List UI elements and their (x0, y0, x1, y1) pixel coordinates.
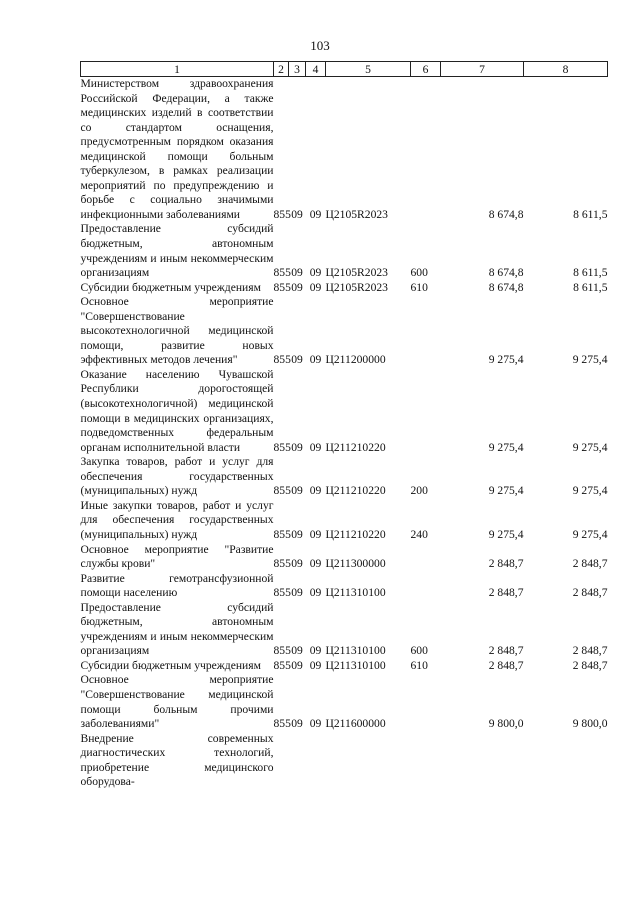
table-row (81, 455, 608, 499)
amount-year-1: 9 275,4 (488, 527, 524, 541)
amount-year-2 (524, 732, 608, 790)
table-row (81, 77, 608, 223)
section-code: 09 (291, 586, 303, 600)
row-description: Закупка товаров, работ и услуг для обеспечения государственных (муниципальных) нужд (80, 455, 274, 498)
target-article: Ц211210220 (325, 440, 386, 454)
expense-type (411, 572, 441, 601)
subsection-code: 09 (309, 266, 322, 280)
amount-year-2: 2 848,7 (572, 644, 608, 658)
expense-type (411, 295, 441, 368)
amount-year-1: 8 674,8 (488, 207, 524, 221)
section-code: 09 (291, 527, 303, 541)
section-code: 09 (291, 644, 303, 658)
row-description: Основное мероприятие "Совершенствование медицинской помощи больным прочими заболеваниями" (80, 673, 274, 731)
ministry-code: 855 (273, 266, 291, 280)
section-code: 09 (291, 484, 303, 498)
target-article: Ц211310100 (325, 586, 386, 600)
row-description: Предоставление субсидий бюджетным, автономным учреждениям и иным некоммерческим организациям (80, 600, 274, 658)
amount-year-2: 9 275,4 (572, 353, 608, 367)
section-code: 09 (291, 658, 303, 672)
subsection-code: 09 (309, 658, 322, 672)
expense-type: 600 (410, 266, 428, 280)
subsection-code: 09 (309, 717, 322, 731)
header-cell: 7 (441, 62, 524, 77)
subsection-code: 09 (309, 440, 322, 454)
expense-type: 610 (410, 280, 428, 294)
section-code: 09 (291, 280, 303, 294)
amount-year-1 (441, 732, 524, 790)
section-code (289, 732, 306, 790)
amount-year-2: 9 800,0 (572, 717, 608, 731)
amount-year-2: 2 848,7 (572, 658, 608, 672)
ministry-code: 855 (273, 280, 291, 294)
table-row (81, 295, 608, 368)
header-cell: 3 (289, 62, 306, 77)
ministry-code: 855 (273, 644, 291, 658)
target-article: Ц2105R2023 (325, 207, 388, 221)
expense-type (411, 77, 441, 223)
ministry-code: 855 (273, 484, 291, 498)
subsection-code: 09 (309, 557, 322, 571)
ministry-code: 855 (273, 527, 291, 541)
section-code: 09 (291, 440, 303, 454)
target-article: Ц211200000 (325, 353, 386, 367)
table-row (81, 732, 608, 790)
row-description: Субсидии бюджетным учреждениям (80, 280, 261, 294)
target-article: Ц2105R2023 (325, 266, 388, 280)
amount-year-1: 9 275,4 (488, 353, 524, 367)
subsection-code: 09 (309, 586, 322, 600)
row-description: Иные закупки товаров, работ и услуг для обеспечения государственных (муниципальных) нужд (80, 498, 274, 541)
page-number: 103 (310, 38, 330, 53)
row-description: Предоставление субсидий бюджетным, автономным учреждениям и иным некоммерческим организациям (80, 222, 274, 280)
subsection-code (306, 732, 326, 790)
ministry-code: 855 (273, 586, 291, 600)
expense-type (411, 673, 441, 731)
row-description: Министерством здравоохранения Российской Федерации, а также медицинских изделий в соответствии со стандартом оснащения, предусмотренным порядком оказания медицинской помощи больным туберкулезом, в рамках реализации мероприятий по предупреждению и борьбе с социально значимыми инфекционными заболеваниями (80, 77, 274, 221)
amount-year-2: 9 275,4 (572, 527, 608, 541)
amount-year-1: 2 848,7 (488, 644, 524, 658)
header-cell: 6 (411, 62, 441, 77)
amount-year-1: 9 275,4 (488, 440, 524, 454)
amount-year-2: 8 611,5 (573, 280, 608, 294)
expense-type: 240 (410, 527, 428, 541)
budget-table (80, 61, 608, 790)
row-description: Основное мероприятие "Совершенствование высокотехнологичной медицинской помощи, развитие новых эффективных методов лечения" (80, 295, 274, 367)
ministry-code: 855 (273, 353, 291, 367)
header-cell: 8 (524, 62, 608, 77)
amount-year-1: 2 848,7 (488, 586, 524, 600)
ministry-code: 855 (273, 440, 291, 454)
subsection-code: 09 (309, 280, 322, 294)
subsection-code: 09 (309, 644, 322, 658)
expense-type: 610 (410, 658, 428, 672)
amount-year-1: 2 848,7 (488, 557, 524, 571)
subsection-code: 09 (309, 484, 322, 498)
table-row (81, 673, 608, 731)
table-row (81, 572, 608, 601)
header-cell: 2 (274, 62, 289, 77)
amount-year-2: 2 848,7 (572, 586, 608, 600)
row-description: Оказание населению Чувашской Республики дорогостоящей (высокотехнологичной) медицинской помощи в медицинских организациях, подведомственных федеральным органам исполнительной власти (80, 367, 274, 454)
ministry-code: 855 (273, 557, 291, 571)
amount-year-1: 8 674,8 (488, 280, 524, 294)
amount-year-1: 8 674,8 (488, 266, 524, 280)
subsection-code: 09 (309, 527, 322, 541)
table-row (81, 499, 608, 543)
row-description: Субсидии бюджетным учреждениям (80, 658, 261, 672)
header-row (81, 62, 608, 77)
table-row (81, 659, 608, 674)
subsection-code: 09 (309, 207, 322, 221)
target-article: Ц211300000 (325, 557, 386, 571)
amount-year-2: 8 611,5 (573, 207, 608, 221)
section-code: 09 (291, 353, 303, 367)
target-article: Ц211310100 (325, 658, 386, 672)
ministry-code (274, 732, 289, 790)
amount-year-1: 9 800,0 (488, 717, 524, 731)
table-row (81, 222, 608, 280)
amount-year-2: 2 848,7 (572, 557, 608, 571)
section-code: 09 (291, 557, 303, 571)
expense-type (411, 543, 441, 572)
table-row (81, 368, 608, 455)
target-article: Ц211210220 (325, 484, 386, 498)
section-code: 09 (291, 717, 303, 731)
row-description: Основное мероприятие "Развитие службы крови" (80, 542, 274, 571)
table-row (81, 601, 608, 659)
amount-year-1: 2 848,7 (488, 658, 524, 672)
amount-year-2: 9 275,4 (572, 484, 608, 498)
ministry-code: 855 (273, 658, 291, 672)
section-code: 09 (291, 266, 303, 280)
row-description: Внедрение современных диагностических технологий, приобретение медицинского оборудова- (80, 731, 274, 789)
expense-type: 600 (410, 644, 428, 658)
row-description: Развитие гемотрансфузионной помощи населению (80, 571, 274, 600)
target-article: Ц211310100 (325, 644, 386, 658)
header-cell: 4 (306, 62, 326, 77)
target-article: Ц211600000 (325, 717, 386, 731)
expense-type: 200 (410, 484, 428, 498)
ministry-code: 855 (273, 717, 291, 731)
ministry-code: 855 (273, 207, 291, 221)
amount-year-2: 8 611,5 (573, 266, 608, 280)
expense-type (411, 368, 441, 455)
amount-year-2: 9 275,4 (572, 440, 608, 454)
subsection-code: 09 (309, 353, 322, 367)
section-code: 09 (291, 207, 303, 221)
table-row (81, 543, 608, 572)
expense-type (411, 732, 441, 790)
header-cell: 5 (326, 62, 411, 77)
target-article: Ц211210220 (325, 527, 386, 541)
header-cell: 1 (81, 62, 274, 77)
target-article (326, 732, 411, 790)
table-row (81, 281, 608, 296)
target-article: Ц2105R2023 (325, 280, 388, 294)
amount-year-1: 9 275,4 (488, 484, 524, 498)
